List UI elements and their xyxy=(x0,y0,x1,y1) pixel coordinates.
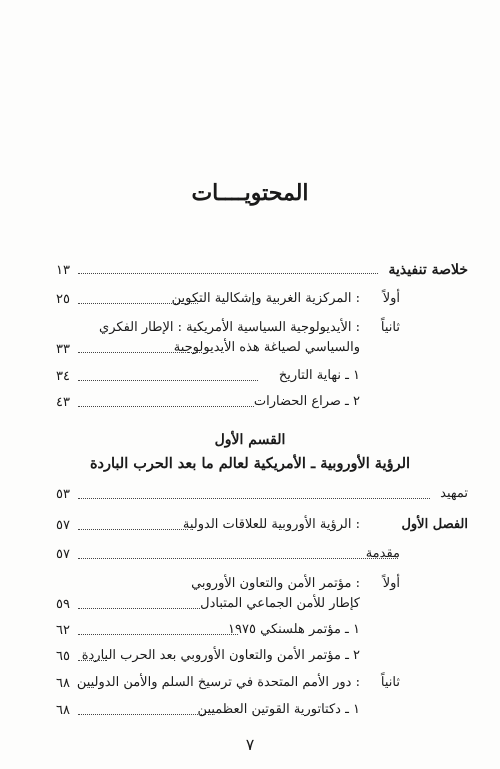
leader-dots xyxy=(78,634,238,635)
leader-dots xyxy=(78,303,198,304)
toc-page-number: ١٣ xyxy=(56,263,70,278)
part-title: القسم الأول xyxy=(214,432,286,448)
toc-entry-label: ٢ ـ صراع الحضارات xyxy=(253,394,360,409)
leader-dots xyxy=(78,714,206,715)
leader-dots xyxy=(78,380,258,381)
toc-entry-label: ١ ـ نهاية التاريخ xyxy=(278,368,360,383)
toc-page-number: ٥٧ xyxy=(56,518,70,533)
toc-page-number: ٦٥ xyxy=(56,649,70,664)
toc-entry-label: مقدمة xyxy=(365,546,400,561)
section-marker: ثانياً xyxy=(380,320,400,335)
leader-dots xyxy=(78,660,106,661)
toc-page-number: ٣٤ xyxy=(56,369,70,384)
leader-dots xyxy=(78,608,200,609)
section-marker: ثانياً xyxy=(380,675,400,690)
leader-dots xyxy=(78,352,202,353)
toc-page-number: ٥٣ xyxy=(56,487,70,502)
toc-entry-label: : الرؤية الأوروبية للعلاقات الدولية xyxy=(182,517,360,532)
chapter-marker: الفصل الأول xyxy=(401,517,468,532)
leader-dots xyxy=(78,558,398,559)
toc-entry-label: : دور الأمم المتحدة في ترسيخ السلم والأمن الدوليين xyxy=(76,675,360,690)
part-subtitle: الرؤية الأوروبية ـ الأمريكية لعالم ما بعد الحرب الباردة xyxy=(89,455,411,472)
toc-entry-label: ١ ـ مؤتمر هلسنكي ١٩٧٥ xyxy=(228,622,360,637)
toc-entry-label: ١ ـ دكتاتورية القوتين العظميين xyxy=(197,702,360,717)
toc-entry-label: : مؤتمر الأمن والتعاون الأوروبي xyxy=(191,576,360,591)
toc-entry-label: ٢ ـ مؤتمر الأمن والتعاون الأوروبي بعد الحرب الباردة xyxy=(81,648,360,663)
toc-page-number: ٤٣ xyxy=(56,395,70,410)
toc-entry-label-continued: والسياسي لصياغة هذه الأيديولوجية xyxy=(173,340,360,355)
toc-page-number: ٦٨ xyxy=(56,703,70,718)
toc-entry-label: تمهيد xyxy=(440,486,468,501)
leader-dots xyxy=(78,273,378,274)
leader-dots xyxy=(78,498,430,499)
leader-dots xyxy=(78,406,254,407)
toc-page-number: ٦٢ xyxy=(56,623,70,638)
section-marker: أولاً xyxy=(382,576,400,591)
page-title: المحتويــــات xyxy=(191,180,309,206)
toc-page-number: ٢٥ xyxy=(56,292,70,307)
leader-dots xyxy=(78,529,188,530)
toc-page-number: ٦٨ xyxy=(56,676,70,691)
toc-entry-label-continued: كإطار للأمن الجماعي المتبادل xyxy=(200,596,360,611)
page-folio-number: ٧ xyxy=(245,735,255,754)
toc-page-number: ٥٧ xyxy=(56,547,70,562)
toc-entry-label: خلاصة تنفيذية xyxy=(388,262,468,278)
section-marker: أولاً xyxy=(382,291,400,306)
toc-page-number: ٣٣ xyxy=(56,342,70,357)
toc-entry-label: : المركزية الغربية وإشكالية التكوين xyxy=(171,291,360,306)
toc-entry-label: : الأيديولوجية السياسية الأمريكية : الإطار الفكري xyxy=(99,320,360,335)
toc-page-number: ٥٩ xyxy=(56,597,70,612)
